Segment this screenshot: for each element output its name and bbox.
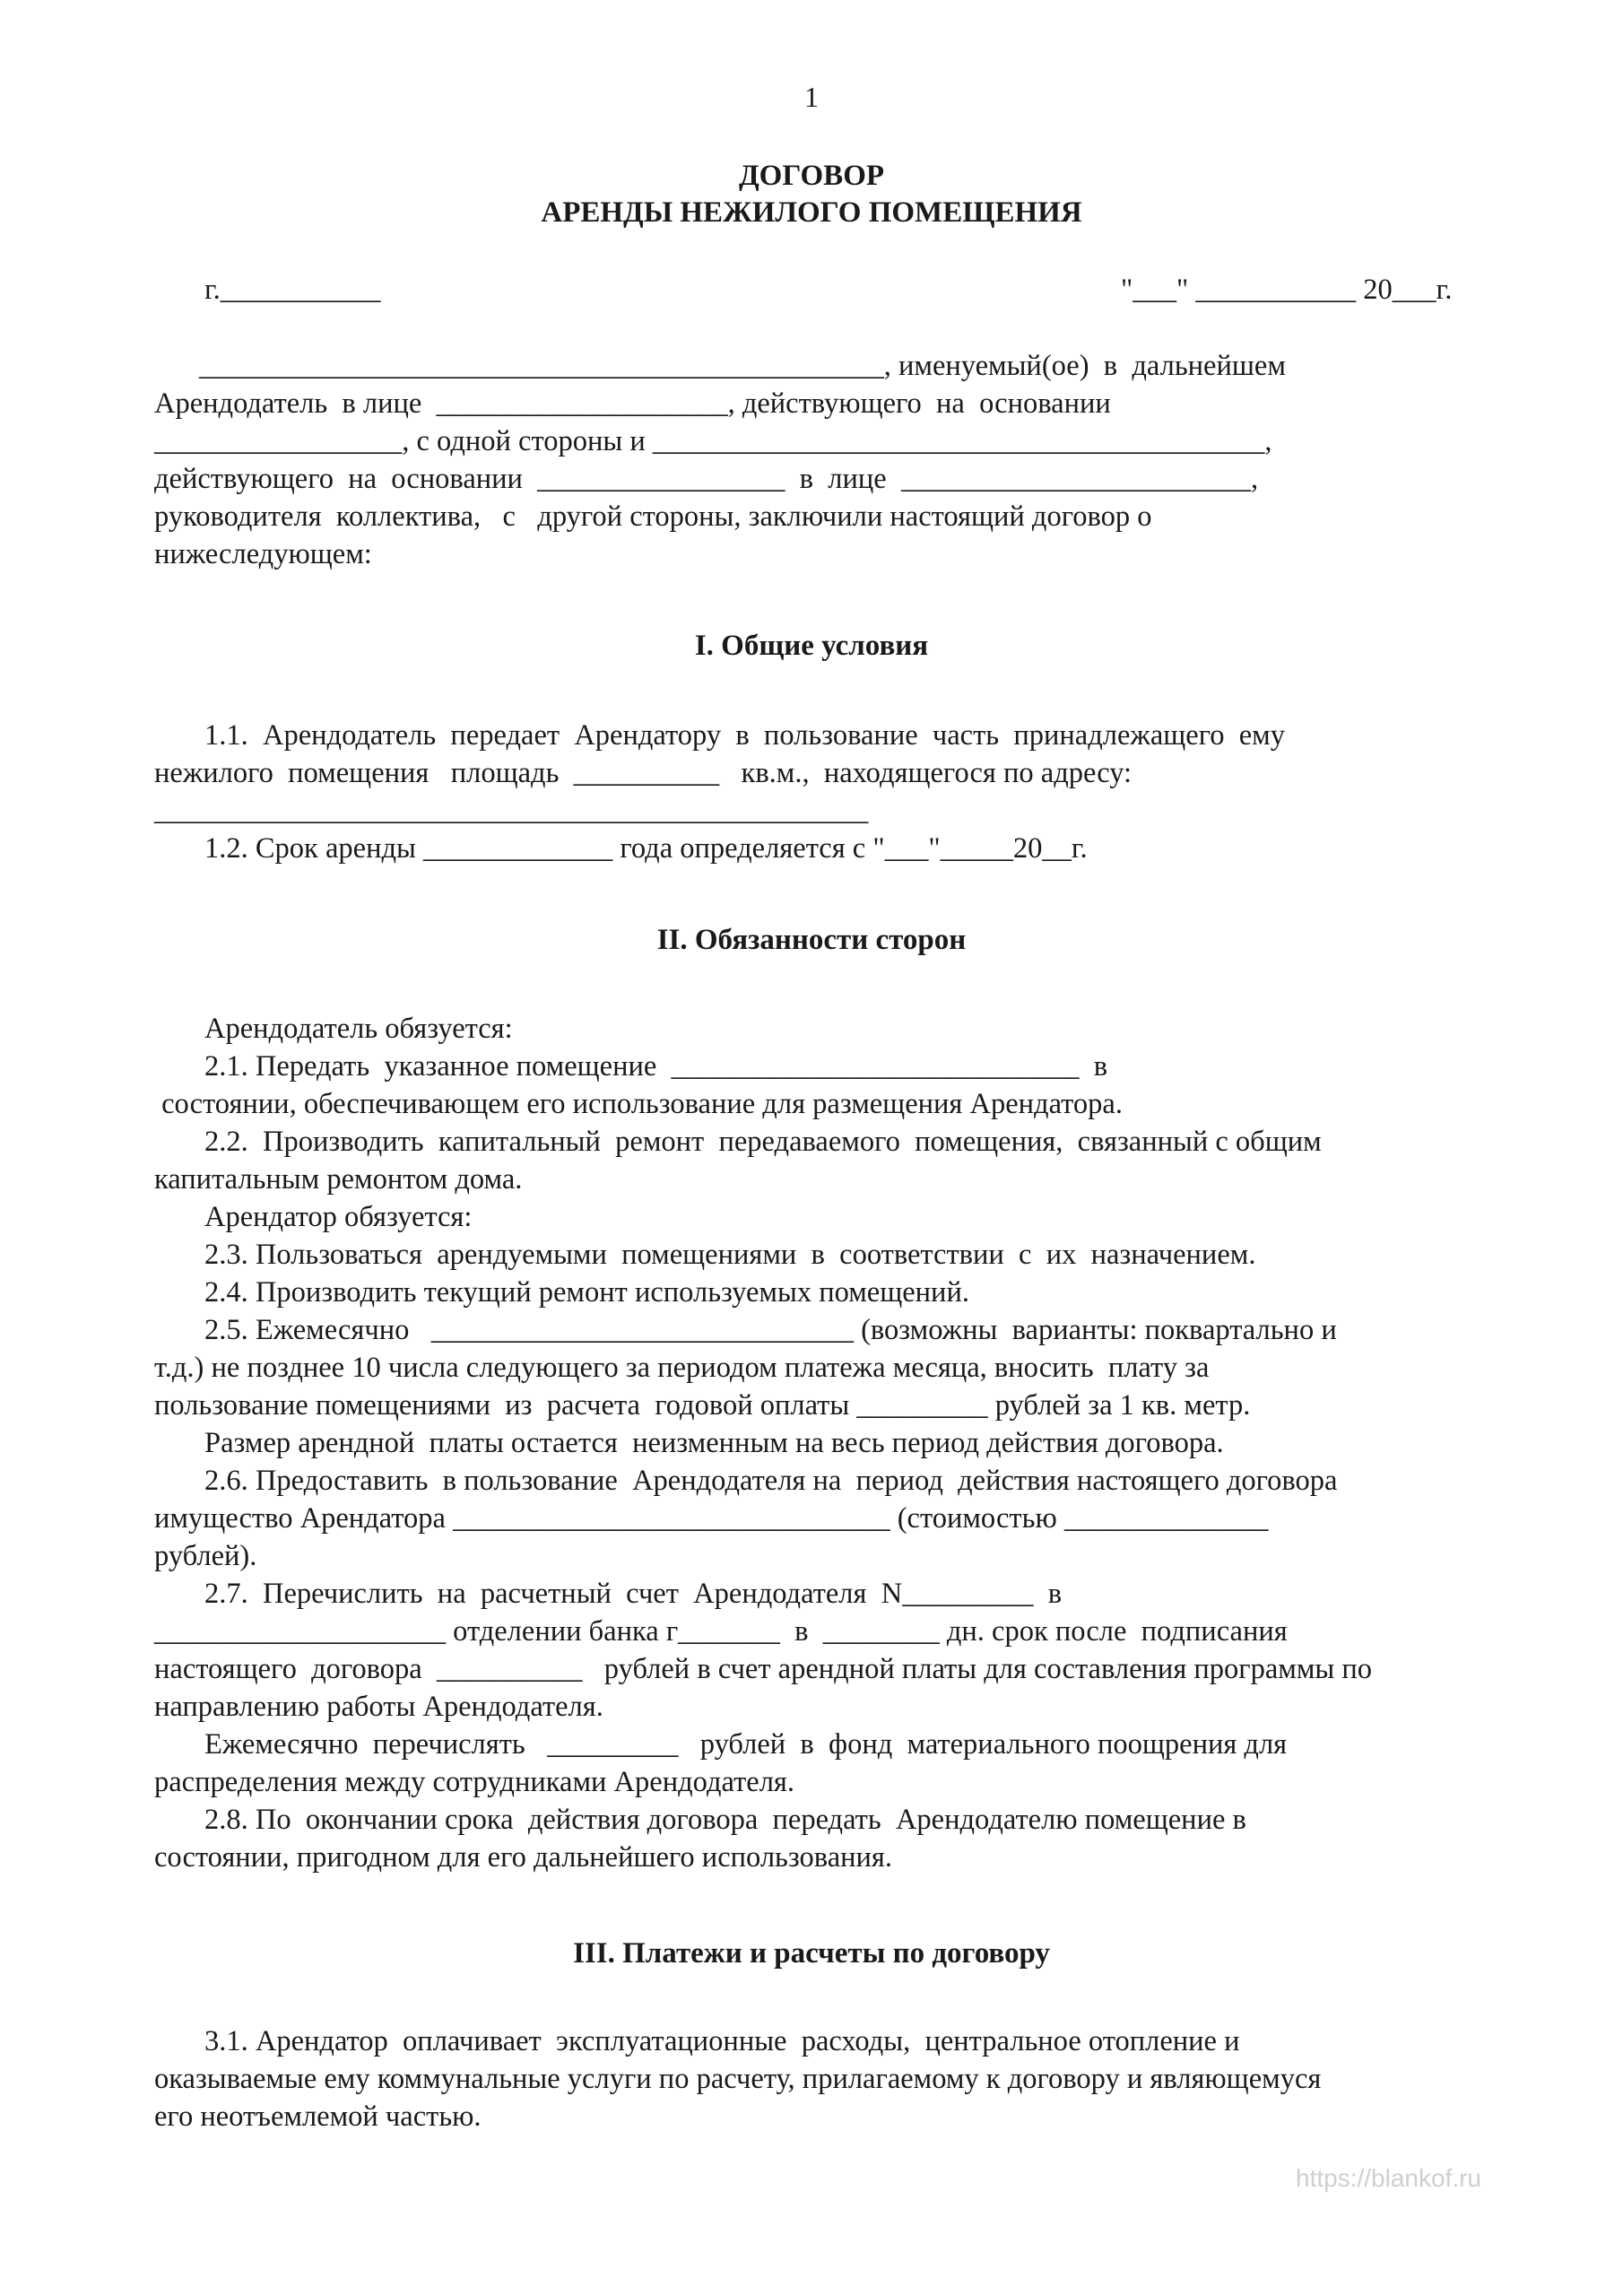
watermark-link: https://blankof.ru [1296,2164,1482,2192]
preamble-line: нижеследующем: [154,538,372,570]
paragraph-line: распределения между сотрудниками Арендодателя. [154,1766,794,1798]
paragraph-line: пользование помещениями из расчета годовой оплаты _________ рублей за 1 кв. метр. [154,1389,1251,1422]
paragraph-line: 2.2. Производить капитальный ремонт передаваемого помещения, связанный с общим [204,1126,1322,1158]
paragraph-line: 2.7. Перечислить на расчетный счет Арендодателя N_________ в [204,1578,1063,1610]
paragraph-line: 2.1. Передать указанное помещение ____________________________ в [204,1050,1108,1083]
paragraph-line: 2.6. Предоставить в пользование Арендодателя на период действия настоящего договора [204,1465,1338,1497]
paragraph-line: оказываемые ему коммунальные услуги по расчету, прилагаемому к договору и являющемуся [154,2063,1322,2095]
paragraph-line: имущество Арендатора ______________________________ (стоимостью ______________ [154,1502,1269,1535]
paragraph-line: т.д.) не позднее 10 числа следующего за периодом платежа месяца, вносить плату за [154,1352,1210,1384]
paragraph-line: состоянии, пригодном для его дальнейшего использования. [154,1841,892,1874]
paragraph-line: 2.5. Ежемесячно _____________________________ (возможны варианты: поквартально и [204,1314,1337,1346]
paragraph-line: 1.2. Срок аренды _____________ года определяется с "___"_____20__г. [204,832,1088,865]
paragraph-line: 2.4. Производить текущий ремонт используемых помещений. [204,1276,969,1309]
section-heading: I. Общие условия [694,630,929,662]
preamble-line: Арендодатель в лице ____________________, действующего на основании [154,387,1111,420]
document-subtitle: АРЕНДЫ НЕЖИЛОГО ПОМЕЩЕНИЯ [541,196,1082,229]
section-heading: III. Платежи и расчеты по договору [573,1937,1050,1970]
paragraph-line: состоянии, обеспечивающем его использование для размещения Арендатора. [154,1088,1123,1120]
paragraph-line: 1.1. Арендодатель передает Арендатору в пользование часть принадлежащего ему [204,719,1285,752]
paragraph-line: Арендатор обязуется: [204,1201,473,1233]
section-heading: II. Обязанности сторон [656,924,967,956]
preamble-line: действующего на основании _________________ в лице ________________________, [154,463,1259,495]
paragraph-line: 2.8. По окончании срока действия договора передать Арендодателю помещение в [204,1804,1246,1836]
place-field: г.___________ [204,274,381,306]
paragraph-line: его неотъемлемой частью. [154,2100,482,2133]
paragraph-line: рублей). [154,1540,257,1572]
paragraph-line: 3.1. Арендатор оплачивает эксплуатационные расходы, центральное отопление и [204,2025,1240,2057]
paragraph-line: капитальным ремонтом дома. [154,1163,523,1196]
preamble-line: руководителя коллектива, с другой стороны, заключили настоящий договор о [154,500,1152,533]
document-title: ДОГОВОР [738,160,885,192]
page-number: 1 [804,81,819,113]
paragraph-line: 2.3. Пользоваться арендуемыми помещениями в соответствии с их назначением. [204,1239,1256,1271]
paragraph-line: _________________________________________________ [154,795,869,827]
paragraph-line: Размер арендной платы остается неизменным на весь период действия договора. [204,1427,1224,1459]
paragraph-line: направлению работы Арендодателя. [154,1691,603,1723]
paragraph-line: ____________________ отделении банка г_______ в ________ дн. срок после подписания [154,1615,1288,1648]
paragraph-line: Ежемесячно перечислять _________ рублей в фонд материального поощрения для [204,1728,1288,1761]
paragraph-line: Арендодатель обязуется: [204,1013,513,1045]
preamble-line: _______________________________________________, именуемый(ое) в дальнейшем [199,350,1286,382]
date-field: "___" ___________ 20___г. [1121,274,1453,306]
paragraph-line: настоящего договора __________ рублей в счет арендной платы для составления программы по [154,1653,1373,1685]
paragraph-line: нежилого помещения площадь __________ кв.м., находящегося по адресу: [154,757,1133,789]
preamble-line: _________________, с одной стороны и __________________________________________, [154,425,1272,457]
